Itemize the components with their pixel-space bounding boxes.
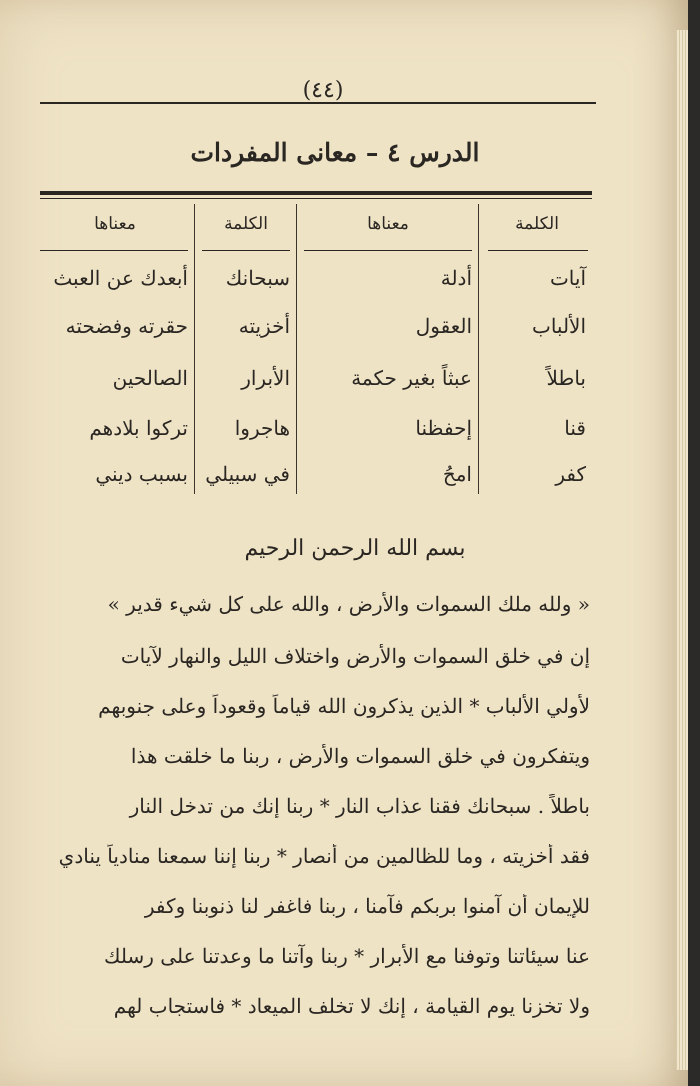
vocab-meaning: تركوا بلادهم <box>89 416 188 440</box>
header-meaning: معناها <box>367 214 409 234</box>
page-edge <box>676 30 688 1070</box>
header-underline <box>40 250 188 251</box>
vocab-meaning: العقول <box>415 314 472 338</box>
vocab-meaning: الصالحين <box>112 366 188 390</box>
vocab-word: قنا <box>564 416 586 440</box>
verse-line: لأولي الألباب * الذين يذكرون الله قياماً وقعوداً وعلى جنوبهم <box>98 694 590 718</box>
vocab-meaning: عبثاً بغير حكمة <box>351 366 472 390</box>
vocab-word: في سبيلي <box>205 462 290 486</box>
verse-line: « ولله ملك السموات والأرض ، والله على كل شيء قدير » <box>107 592 590 616</box>
vocab-word: هاجروا <box>234 416 290 440</box>
vocab-meaning: امحُ <box>442 462 472 486</box>
header-word: الكلمة <box>224 214 268 234</box>
basmala: بسم الله الرحمن الرحيم <box>244 536 466 561</box>
header-word: الكلمة <box>515 214 559 234</box>
verse-line: للإيمان أن آمنوا بربكم فآمنا ، ربنا فاغفر لنا ذنوبنا وكفر <box>144 894 590 918</box>
vocab-meaning: بسبب ديني <box>95 462 188 486</box>
vocab-word: أخزيته <box>238 314 290 338</box>
vocab-meaning: حقرته وفضحته <box>65 314 188 338</box>
header-underline <box>488 250 588 251</box>
vocab-word: باطلاً <box>546 366 586 390</box>
vocab-word: الأبرار <box>241 366 290 390</box>
verse-line: فقد أخزيته ، وما للظالمين من أنصار * ربنا إننا سمعنا منادياً ينادي <box>58 844 590 868</box>
page-number: (٤٤) <box>302 78 344 103</box>
column-divider <box>194 204 195 494</box>
column-divider <box>296 204 297 494</box>
verse-line: ويتفكرون في خلق السموات والأرض ، ربنا ما خلقت هذا <box>130 744 590 768</box>
verse-line: باطلاً . سبحانك فقنا عذاب النار * ربنا إنك من تدخل النار <box>129 794 590 818</box>
vocab-meaning: إحفظنا <box>415 416 472 440</box>
header-underline <box>202 250 290 251</box>
verse-line: عنا سيئاتنا وتوفنا مع الأبرار * ربنا وآتنا ما وعدتنا على رسلك <box>104 944 590 968</box>
vocab-meaning: أبعدك عن العبث <box>53 266 188 290</box>
header-underline <box>304 250 472 251</box>
verse-line: ولا تخزنا يوم القيامة ، إنك لا تخلف الميعاد * فاستجاب لهم <box>113 994 590 1018</box>
vocab-word: آيات <box>549 266 586 290</box>
lesson-title: الدرس ٤ – معانى المفردات <box>190 138 480 167</box>
vocab-meaning: أدلة <box>440 266 472 290</box>
vocab-word: سبحانك <box>225 266 290 290</box>
header-meaning: معناها <box>94 214 136 234</box>
vocab-word: كفر <box>555 462 586 486</box>
vocab-word: الألباب <box>531 314 586 338</box>
verse-line: إن في خلق السموات والأرض واختلاف الليل والنهار لآيات <box>120 644 590 668</box>
column-divider <box>478 204 479 494</box>
table-top-rule-thin <box>40 198 592 199</box>
table-top-rule <box>40 191 592 195</box>
